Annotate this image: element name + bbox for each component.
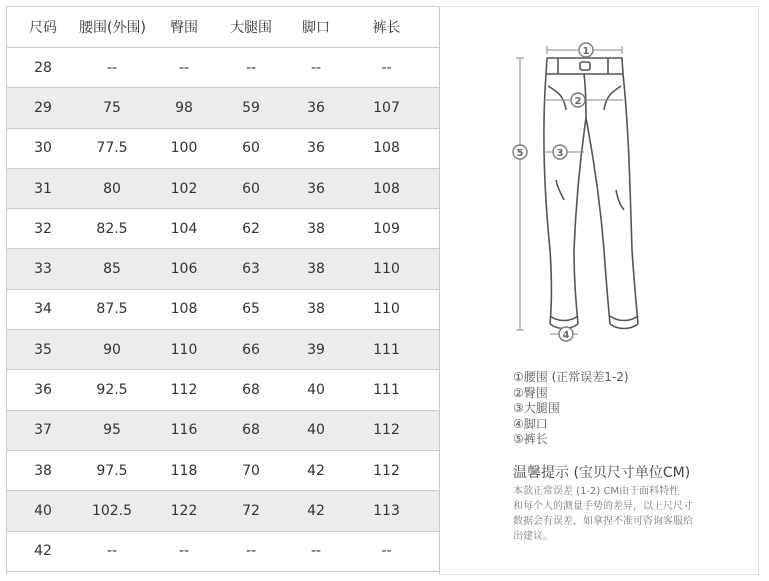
cell-thigh: 60 [242, 140, 260, 157]
cell-leg-opening: -- [310, 59, 322, 76]
marker-2 [571, 93, 585, 107]
measurement-legend [513, 370, 629, 448]
cell-size: 28 [34, 59, 52, 76]
cell-leg-opening: 38 [307, 301, 325, 318]
frame-border [439, 574, 759, 575]
cell-thigh: -- [245, 543, 257, 560]
cell-thigh: 66 [242, 341, 260, 358]
cell-size: 30 [34, 140, 52, 157]
header-leg-opening: 脚口 [302, 20, 330, 36]
size-table [6, 6, 440, 575]
table-row [7, 491, 440, 531]
cell-leg-opening: 38 [307, 261, 325, 278]
header-size: 尺码 [29, 20, 57, 36]
cell-length: 110 [373, 301, 400, 318]
cell-size: 31 [34, 180, 52, 197]
cell-leg-opening: 40 [307, 382, 325, 399]
table-row [7, 330, 440, 370]
cell-hip: 116 [170, 422, 198, 439]
tip-title: 温馨提示 (宝贝尺寸单位CM) [513, 465, 691, 481]
cell-waist: -- [106, 59, 118, 76]
cell-hip: 98 [175, 99, 193, 116]
marker-4 [559, 327, 573, 341]
cell-waist: 102.5 [91, 502, 133, 519]
cell-leg-opening: -- [310, 543, 322, 560]
cell-waist: 80 [103, 180, 121, 197]
tip-line: 本款正常误差 (1-2) CM由于面料特性 [513, 486, 680, 497]
header-thigh: 大腿围 [230, 20, 272, 36]
marker-1 [579, 43, 593, 57]
table-row [7, 249, 440, 289]
cell-length: 111 [373, 341, 400, 358]
table-row [7, 169, 440, 209]
cell-length: 111 [373, 382, 400, 399]
tip-line: 出建议。 [513, 531, 553, 542]
table-body [7, 48, 440, 572]
cell-hip: 104 [170, 220, 198, 237]
cell-size: 34 [34, 301, 52, 318]
table-row [7, 48, 440, 88]
cell-leg-opening: 38 [307, 220, 325, 237]
marker-3 [553, 145, 567, 159]
table-header-row [7, 6, 440, 48]
tip-body [513, 484, 723, 544]
legend-waist: ①腰围 (正常误差1-2) [513, 370, 629, 384]
cell-hip: 108 [170, 301, 198, 318]
cell-length: 107 [373, 99, 400, 116]
cell-length: 113 [373, 502, 400, 519]
cell-waist: -- [106, 543, 118, 560]
cell-thigh: 68 [242, 382, 260, 399]
cell-leg-opening: 40 [307, 422, 325, 439]
table-row [7, 209, 440, 249]
cell-size: 32 [34, 220, 52, 237]
cell-hip: 100 [170, 140, 198, 157]
pants-diagram [500, 40, 660, 350]
cell-thigh: -- [245, 59, 257, 76]
column-divider [439, 6, 440, 575]
cell-hip: 122 [170, 502, 198, 519]
table-row [7, 88, 440, 128]
cell-waist: 85 [103, 261, 121, 278]
cell-thigh: 72 [242, 502, 260, 519]
cell-length: 110 [373, 261, 400, 278]
cell-waist: 82.5 [96, 220, 128, 237]
frame-border [439, 6, 759, 7]
cell-size: 36 [34, 382, 52, 399]
cell-leg-opening: 42 [307, 502, 325, 519]
cell-hip: 112 [170, 382, 198, 399]
cell-thigh: 59 [242, 99, 260, 116]
cell-waist: 95 [103, 422, 121, 439]
legend-leg-opening: ④脚口 [513, 416, 548, 431]
cell-leg-opening: 36 [307, 140, 325, 157]
cell-thigh: 62 [242, 220, 260, 237]
cell-hip: 118 [170, 462, 198, 479]
cell-leg-opening: 39 [307, 341, 325, 358]
table-row [7, 129, 440, 169]
cell-length: -- [381, 59, 392, 76]
table-row [7, 411, 440, 451]
cell-thigh: 63 [242, 261, 260, 278]
cell-hip: 102 [170, 180, 198, 197]
table-row [7, 290, 440, 330]
table-row [7, 370, 440, 410]
frame-border [758, 6, 759, 575]
cell-hip: 106 [170, 261, 198, 278]
cell-length: 108 [373, 180, 400, 197]
tip-line: 数据会有误差，如拿捏不准可咨询客服给 [513, 516, 693, 527]
cell-waist: 75 [103, 99, 121, 116]
cell-thigh: 65 [242, 301, 260, 318]
table-row [7, 451, 440, 491]
header-length: 裤长 [372, 20, 401, 36]
cell-hip: -- [178, 543, 190, 560]
cell-size: 40 [34, 502, 52, 519]
pants-outline [544, 58, 638, 329]
cell-waist: 77.5 [96, 140, 128, 157]
cell-length: -- [381, 543, 392, 560]
cell-hip: 110 [170, 341, 198, 358]
cell-waist: 87.5 [96, 301, 128, 318]
cell-waist: 97.5 [96, 462, 128, 479]
legend-hip: ②臀围 [513, 385, 548, 400]
marker-label: 1 [582, 46, 590, 57]
cell-length: 112 [373, 462, 400, 479]
cell-size: 37 [34, 422, 52, 439]
cell-size: 42 [34, 543, 52, 560]
cell-thigh: 70 [242, 462, 260, 479]
cell-size: 35 [34, 341, 52, 358]
cell-leg-opening: 36 [307, 99, 325, 116]
cell-waist: 90 [103, 341, 121, 358]
cell-size: 33 [34, 261, 52, 278]
marker-label: 3 [556, 148, 564, 159]
marker-label: 4 [562, 330, 570, 341]
marker-5 [513, 145, 527, 159]
marker-group [513, 43, 593, 341]
marker-label: 2 [574, 96, 582, 107]
cell-thigh: 60 [242, 180, 260, 197]
cell-length: 109 [373, 220, 400, 237]
cell-leg-opening: 36 [307, 180, 325, 197]
header-waist: 腰围(外围) [79, 20, 146, 36]
cell-waist: 92.5 [96, 382, 128, 399]
cell-size: 38 [34, 462, 52, 479]
cell-length: 112 [373, 422, 400, 439]
cell-thigh: 68 [242, 422, 260, 439]
cell-leg-opening: 42 [307, 462, 325, 479]
legend-length: ⑤裤长 [513, 432, 548, 446]
cell-size: 29 [34, 99, 52, 116]
legend-thigh: ③大腿围 [513, 401, 560, 415]
cell-length: 108 [373, 140, 400, 157]
header-hip: 臀围 [170, 20, 198, 36]
marker-label: 5 [516, 148, 524, 159]
cell-hip: -- [178, 59, 190, 76]
tip-line: 和每个人的测量手势的差异，以上尺尺寸 [513, 501, 693, 512]
table-row [7, 532, 440, 572]
